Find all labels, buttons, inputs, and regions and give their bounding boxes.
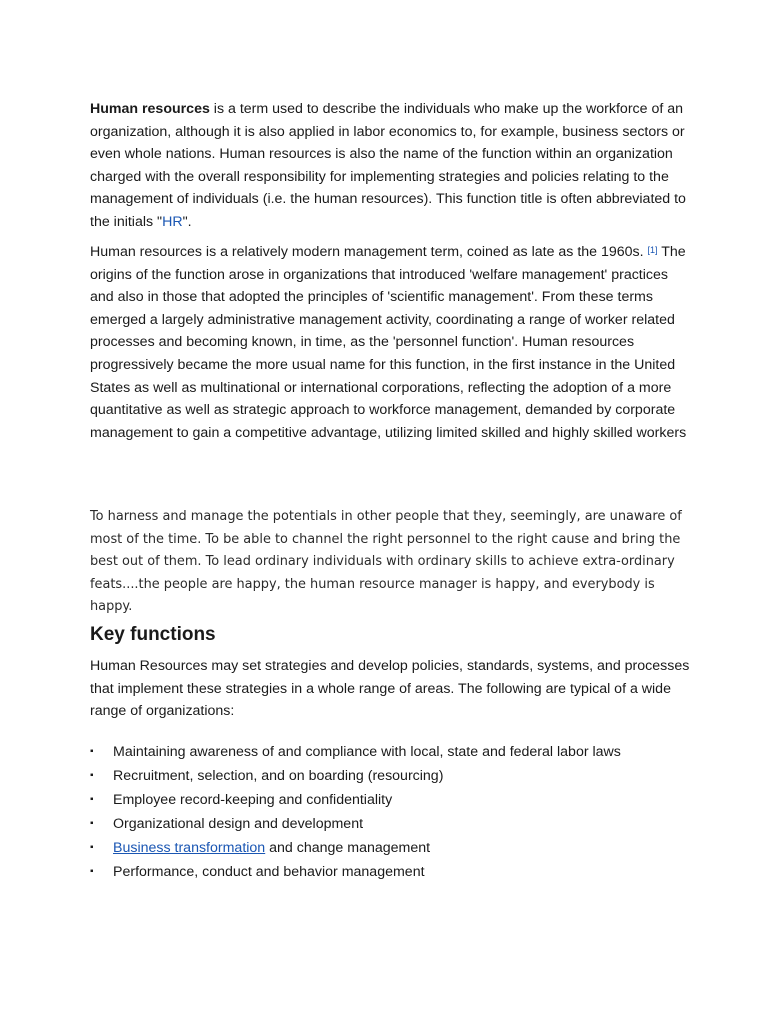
bullet-icon: ▪ bbox=[90, 842, 94, 854]
quote-paragraph: To harness and manage the potentials in other people that they, seemingly, are unaware of most of the time. To be able to channel the right personnel to the right cause and bring the best out of them. To lead ordinary individuals with ordinary skills to achieve extra-ordinary feats....the people are happy, the human resource manager is happy, and everybody is happy. bbox=[90, 509, 682, 615]
list-item bbox=[90, 764, 690, 788]
history-paragraph bbox=[90, 241, 690, 444]
citation-link[interactable]: [1] bbox=[647, 245, 658, 255]
history-text-a: Human resources is a relatively modern management term, coined as late as the 1960s. bbox=[90, 244, 648, 260]
list-item-text: Organizational design and development bbox=[113, 816, 364, 833]
bullet-icon: ▪ bbox=[90, 818, 94, 830]
intro-text-b: ". bbox=[182, 213, 192, 230]
section-heading: Key functions bbox=[90, 624, 216, 645]
list-item-text: Recruitment, selection, and on boarding (resourcing) bbox=[113, 768, 444, 785]
functions-list bbox=[90, 740, 690, 885]
intro-text-a: is a term used to describe the individuals who make up the workforce of an organization, although it is also applied in labor economics to, for example, business sectors or even whole nations. Human resources is also the name of the function within an organization charged with the overall responsibility for implementing strategies and policies relating to the management of individuals (i.e. the human resources). This function title is often abbreviated to the initials " bbox=[90, 101, 686, 230]
hr-link[interactable]: HR bbox=[162, 213, 183, 230]
bullet-icon: ▪ bbox=[90, 770, 94, 782]
list-item-text: Performance, conduct and behavior management bbox=[113, 864, 425, 881]
functions-intro-paragraph: Human Resources may set strategies and develop policies, standards, systems, and processes that implement these strategies in a whole range of areas. The following are typical of a wide range of organizations: bbox=[90, 658, 690, 720]
bullet-icon: ▪ bbox=[90, 794, 94, 806]
list-item bbox=[90, 788, 690, 812]
business-transformation-link[interactable]: Business transformation bbox=[113, 840, 266, 857]
list-item-text: and change management bbox=[265, 840, 431, 857]
list-item bbox=[90, 812, 690, 836]
list-item bbox=[90, 836, 690, 860]
list-item bbox=[90, 860, 690, 884]
bullet-icon: ▪ bbox=[90, 746, 94, 757]
history-text-b: The origins of the function arose in organizations that introduced 'welfare management' practices and also in those that adopted the principles of 'scientific management'. From these terms emerged a largely administrative management activity, coordinating a range of worker related processes and becoming known, in time, as the 'personnel function'. Human resources progressively became the more usual name for this function, in the first instance in the United States as well as multinational or international corporations, reflecting the adoption of a more quantitative as well as strategic approach to workforce management, demanded by corporate management to gain a competitive advantage, utilizing limited skilled and highly skilled workers bbox=[90, 244, 687, 441]
intro-paragraph bbox=[90, 98, 690, 234]
list-item-text: Maintaining awareness of and compliance with local, state and federal labor laws bbox=[113, 744, 621, 760]
list-item bbox=[90, 740, 690, 764]
term-bold: Human resources bbox=[90, 101, 210, 117]
bullet-icon: ▪ bbox=[90, 866, 94, 878]
list-item-text: Employee record-keeping and confidentiality bbox=[113, 792, 393, 809]
